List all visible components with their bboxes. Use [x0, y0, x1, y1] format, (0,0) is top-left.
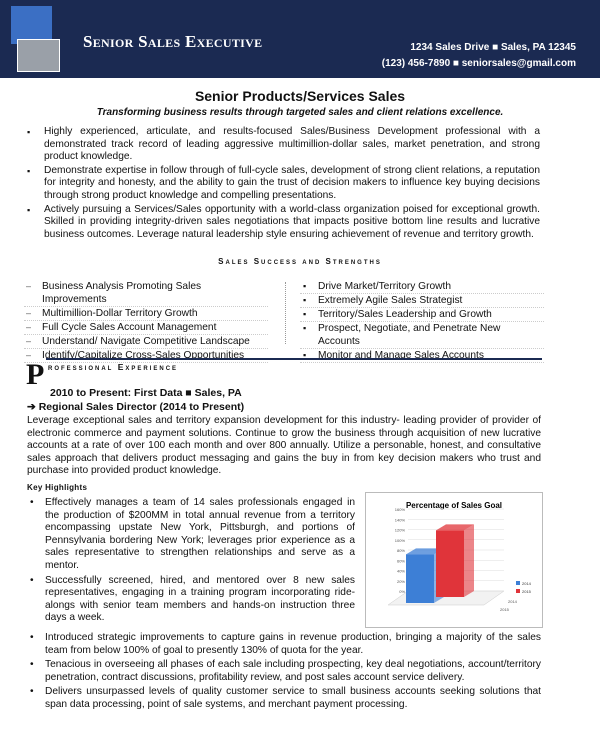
- chart-tick-label: 100%: [394, 537, 405, 543]
- experience-rule: [46, 358, 542, 360]
- contact-separator: ■: [492, 42, 499, 53]
- chart-tick-label: 120%: [394, 527, 405, 533]
- experience-heading: rofessional Experience: [48, 362, 179, 372]
- address: 1234 Sales Drive: [410, 42, 490, 53]
- strength-item: – Full Cycle Sales Account Management: [24, 321, 268, 335]
- header-bar: [0, 0, 600, 78]
- strength-item: ▪ Territory/Sales Leadership and Growth: [300, 308, 544, 322]
- highlight-item: • Effectively manages a team of 14 sales professionals engaged in the production of $200MM in total annual revenue from a territory encompassing upstate New York, Pittsburgh, and portions of Pennsylvania bordering New York; leverages prior experience as a sales representative to strengthen relationships and serve as a mentor.: [27, 497, 355, 573]
- chart-tick-label: 80%: [396, 548, 405, 553]
- strength-item: – Understand/ Navigate Competitive Landscape: [24, 335, 268, 349]
- highlights-wide-list: [27, 632, 541, 714]
- resume-title: Senior Products/Services Sales: [194, 88, 406, 104]
- role-line: ➔ Regional Sales Director (2014 to Present): [27, 401, 245, 413]
- chart-bar: [436, 530, 464, 597]
- highlight-item: • Successfully screened, hired, and mentored over 8 new sales representatives, engaging in a training program incorporating ride-alongs with senior team members and hands-on instruction three days a week.: [27, 575, 355, 625]
- tagline: Transforming business results through targeted sales and client relations excellence.: [96, 107, 504, 118]
- city: Sales, PA 12345: [500, 42, 576, 53]
- strength-item: – Multimillion-Dollar Territory Growth: [24, 307, 268, 321]
- chart-category-label: 2014: [508, 599, 517, 604]
- phone: (123) 456-7890: [381, 58, 451, 69]
- chart-bar: [406, 554, 434, 603]
- chart-tick-label: 0%: [399, 589, 405, 594]
- chart-legend-swatch: [516, 589, 520, 593]
- chart-tick-label: 160%: [394, 507, 405, 512]
- job-line: 2010 to Present: First Data ■ Sales, PA: [50, 387, 242, 399]
- email[interactable]: seniorsales@gmail.com: [461, 58, 576, 69]
- highlight-item: • Introduced strategic improvements to capture gains in revenue production, bringing a majority of the sales team from below 100% of goal to presently 130% of quota for the year.: [27, 632, 541, 657]
- contact-block: [382, 40, 576, 72]
- summary-item: ▪ Actively pursuing a Services/Sales opportunity with a world-class organization poised for exceptional growth. Skilled in providing integrity-driven sales negotiations that impacts positive bottom line results and lucrative business outcomes. Leverage natural leadership style ensuring achievement of revenue and territory growth.: [24, 204, 540, 242]
- logo-square-gray: [17, 39, 60, 72]
- chart-legend-swatch: [516, 581, 520, 585]
- summary-item: ▪ Demonstrate expertise in follow through of full-cycle sales, development of strong client relations, a reputation for integrity and honesty, and the ability to gain the trust of decision makers to influence key buying decisions through strong product knowledge and compelling presentations.: [24, 165, 540, 203]
- summary-item: ▪ Highly experienced, articulate, and results-focused Sales/Business Development professional with a demonstrated track record of leading aggressive multimillion-dollar sales, market penetration, and strong product knowledge.: [24, 126, 540, 164]
- highlights-list: [27, 497, 355, 627]
- strength-item: ▪ Extremely Agile Sales Strategist: [300, 294, 544, 308]
- strength-item: – Business Analysis Promoting Sales Improvements: [24, 280, 268, 307]
- chart-legend-label: 2015: [522, 589, 531, 594]
- job-description: Leverage exceptional sales and territory expansion development for this industry- leading provider of provider of electronic commerce and payment solutions. Continue to grow the business through acquisition of new lucrative accounts at a rate of over 100 each month and over 800 annually. Utilize a personable, honest, and consultative sales approach that delivers product messaging and gains the buy in from key decision makers who trust and purchase into provided product knowledge.: [27, 415, 541, 477]
- strengths-heading: Sales Success and Strengths: [218, 257, 382, 266]
- strength-item: ▪ Prospect, Negotiate, and Penetrate New Accounts: [300, 322, 544, 349]
- contact-separator: ■: [452, 58, 459, 69]
- chart-legend-label: 2014: [522, 581, 531, 586]
- highlight-item: • Tenacious in overseeing all phases of each sale including prospecting, key deal negotiations, account/territory penetration, contract discussions, profitability review, and post sales account service delivery.: [27, 659, 541, 684]
- sales-goal-chart: [365, 492, 543, 628]
- chart-tick-label: 140%: [394, 517, 405, 523]
- chart-category-label: 2015: [500, 607, 509, 612]
- strength-item: ▪ Monitor and Manage Sales Accounts: [300, 349, 544, 363]
- key-highlights-label: Key Highlights: [27, 483, 88, 492]
- strengths-right-list: [300, 280, 544, 363]
- chart-title: Percentage of Sales Goal: [405, 501, 503, 510]
- chart-bar-side: [464, 524, 474, 597]
- chart-tick-label: 20%: [396, 578, 405, 584]
- strength-item: ▪ Drive Market/Territory Growth: [300, 280, 544, 294]
- strengths-divider: [285, 282, 286, 344]
- chart-svg: [366, 493, 542, 627]
- highlight-item: • Delivers unsurpassed levels of quality customer service to small business accounts seeking solutions that span data processing, point of sale systems, and merchant payment processing.: [27, 686, 541, 711]
- strengths-left-list: [24, 280, 268, 363]
- strength-item: – Identify/Capitalize Cross-Sales Opportunities: [24, 349, 268, 363]
- chart-tick-label: 60%: [396, 558, 405, 564]
- summary-list: [24, 126, 540, 242]
- experience-heading-initial: P: [26, 358, 45, 391]
- chart-tick-label: 40%: [396, 568, 405, 574]
- candidate-name: Senior Sales Executive: [83, 32, 263, 51]
